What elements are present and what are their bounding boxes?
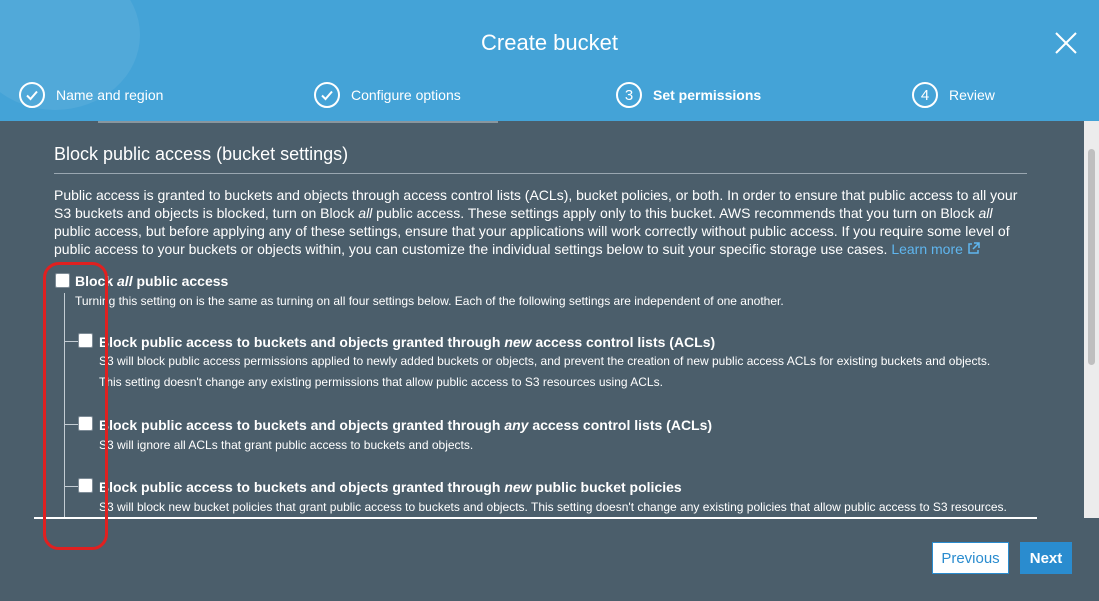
step-label: Set permissions bbox=[653, 87, 762, 103]
step-number: 3 bbox=[616, 82, 642, 108]
previous-button[interactable]: Previous bbox=[932, 542, 1009, 574]
block-all-description: Turning this setting on is the same as turning on all four settings below. Each of the following settings are independent of one another. bbox=[75, 294, 784, 308]
check-icon bbox=[314, 82, 340, 108]
step-number: 4 bbox=[912, 82, 938, 108]
section-title: Block public access (bucket settings) bbox=[54, 144, 349, 164]
step-label: Review bbox=[949, 87, 995, 103]
step-name-and-region[interactable] bbox=[19, 80, 163, 110]
modal-title: Create bucket bbox=[481, 30, 618, 55]
step-set-permissions[interactable] bbox=[616, 80, 761, 110]
block-new-policies-title: Block public access to buckets and objects granted through new public bucket policies bbox=[99, 479, 682, 495]
section-description: Public access is granted to buckets and objects through access control lists (ACLs), bucket policies, or both. In order to ensure that public access to all your S3 buckets and objects is blocked, turn on Block all public access. These settings apply only to this bucket. AWS recommends that you turn on Block all public access, but before applying any of these settings, ensure that your applications will work correctly without public access. If you require some level of public access to your buckets or objects within, you can customize the individual settings below to suit your specific storage use cases. Learn more bbox=[54, 187, 1018, 257]
section-divider bbox=[54, 173, 1027, 174]
annotation-highlight bbox=[43, 262, 108, 550]
block-any-acls-title: Block public access to buckets and objects granted through any access control lists (ACLs) bbox=[99, 417, 713, 433]
wizard-steps bbox=[0, 80, 1099, 110]
scrollbar-thumb[interactable] bbox=[1088, 149, 1095, 365]
previous-content-remnant bbox=[98, 121, 498, 123]
block-new-acls-title: Block public access to buckets and objects granted through new access control lists (ACLs) bbox=[99, 334, 716, 350]
content-bottom-rule bbox=[34, 517, 1037, 519]
block-new-policies-description: S3 will block new bucket policies that grant public access to buckets and objects. This setting doesn't change any existing policies that allow public access to S3 resources. bbox=[99, 500, 1007, 514]
step-label: Name and region bbox=[56, 87, 164, 103]
close-button[interactable] bbox=[1053, 30, 1079, 56]
modal-header bbox=[0, 0, 1099, 121]
check-icon bbox=[19, 82, 45, 108]
learn-more-link[interactable]: Learn more bbox=[891, 241, 979, 257]
block-any-acls-description: S3 will ignore all ACLs that grant public access to buckets and objects. bbox=[99, 438, 474, 452]
content-scrollbar[interactable] bbox=[1084, 121, 1099, 518]
external-link-icon bbox=[967, 242, 980, 255]
next-button[interactable]: Next bbox=[1020, 542, 1072, 574]
permissions-content bbox=[0, 121, 1084, 518]
block-all-title: Block all public access bbox=[75, 273, 229, 289]
step-review[interactable] bbox=[912, 80, 995, 110]
close-icon bbox=[1053, 30, 1079, 56]
step-label: Configure options bbox=[351, 87, 461, 103]
block-new-acls-description: S3 will block public access permissions applied to newly added buckets or objects, and prevent the creation of new public access ACLs for existing buckets and objects. This setting doesn't change any existing permissions that allow public access to S3 resources using ACLs. bbox=[99, 354, 991, 389]
step-configure-options[interactable] bbox=[314, 80, 461, 110]
